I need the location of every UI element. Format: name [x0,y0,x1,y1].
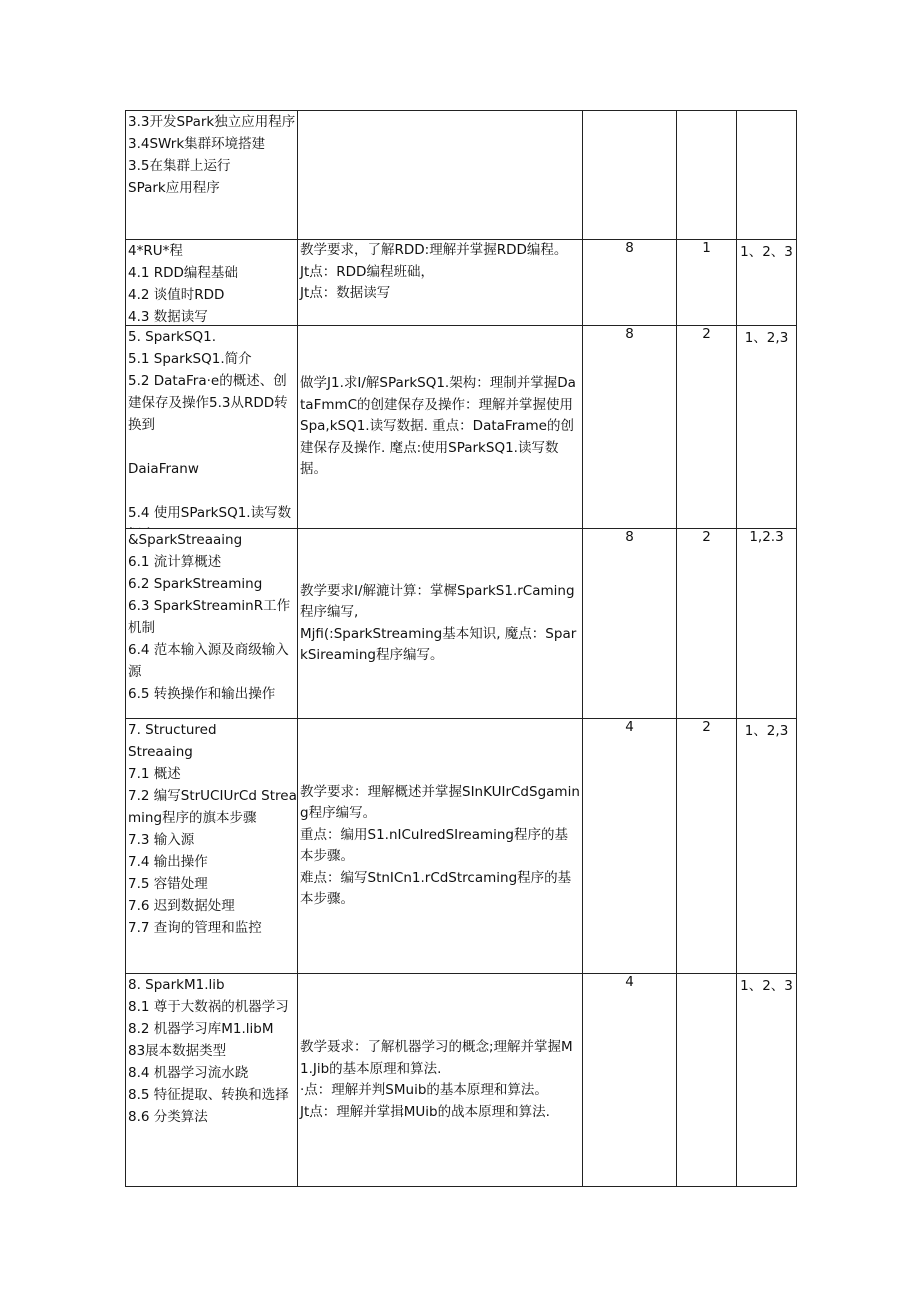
objectives-cell: 1、2,3 [737,326,797,529]
description-cell [298,240,583,326]
topic-line: 7. Structured [128,722,217,738]
spacer [128,436,297,458]
topic-line: 7.6 迟到数据处理 [128,898,235,914]
topic-line: 3.5在集群上运行 [128,158,231,174]
description-cell [298,111,583,240]
topic-line: &SparkStreaaing [128,532,243,548]
topic-line: 5. SparkSQ1. [128,329,217,345]
spacer [128,480,297,502]
count-cell: 2 [677,529,737,719]
table-row [126,974,797,1187]
objectives-cell [737,111,797,240]
topic-line: 8.2 机器学习库M1.libM [128,1021,274,1037]
topic-line: 7.1 概述 [128,766,181,782]
hours-cell: 8 [583,240,677,326]
hours-cell: 4 [583,719,677,974]
description-cell [298,326,583,529]
topic-line: 83展本数据类型 [128,1043,227,1059]
topic-line: 3.4SWrk集群环境搭建 [128,136,266,152]
desc-line: Mjfi(:SparkStreaming基本知识, 魔点：SparkSireaming程序编写。 [300,625,577,663]
desc-line: Jt点：理解并掌揖MUib的战本原理和算法. [300,1103,550,1120]
table-row [126,529,797,719]
hours-cell: 8 [583,529,677,719]
table-row [126,240,797,326]
desc-line: 教学要求：理解概述并掌握SInKUIrCdSgaming程序编写。 [300,783,580,821]
topic-line: 6.2 SparkStreaming [128,576,263,592]
description-cell [298,529,583,719]
desc-line: 教学聂求：了解机器学习的概念;理解并掌握M1.Jib的基本原理和算法. [300,1039,573,1077]
table-row [126,719,797,974]
topic-line: 5.4 使用SParkSQ1.读写数 [128,505,292,521]
topic-line: 8.6 分类算法 [128,1109,208,1125]
topic-line: 8.5 特征提取、转换和选择 [128,1087,289,1103]
topic-line: Streaaing [128,744,193,760]
desc-line: 难点：编写StnICn1.rCdStrcaming程序的基本步骤。 [300,869,572,907]
topic-line: 7.5 容错处理 [128,876,208,892]
topic-cell [126,719,298,974]
topic-line: 7.2 编写StrUCIUrCd Streaming程序的旗本步骤 [128,788,297,826]
topic-line: 6.1 流计算概述 [128,554,222,570]
syllabus-table [125,110,797,1187]
topic-line: 7.4 输出操作 [128,854,208,870]
topic-line: 6.3 SparkStreaminR工作机制 [128,598,291,636]
description-cell [298,974,583,1187]
count-cell: 1 [677,240,737,326]
topic-line: 8.4 机器学习流水跷 [128,1065,249,1081]
topic-line: 4.2 谈值时RDD [128,287,225,303]
topic-line: 4.3 数据读写 [128,309,208,325]
topic-line: 6.4 范本输入源及商级输入源 [128,642,289,680]
topic-line: 7.7 查询的管理和监控 [128,920,262,936]
count-cell [677,111,737,240]
desc-line: 教学要求，了解RDD:理解并掌握RDD编程。 [300,242,568,258]
desc-line: 做学J1.求I/解SParkSQ1.架构：理制并掌握DataFmmC的创建保存及操作：理解并掌握使用Spa,kSQ1.读写数据. 重点：DataFrame的创建保存及操作. 麾点:使用SParkSQ1.读写数据。 [300,375,576,478]
desc-line: ·点：理解并判SMuib的基本原理和算法。 [300,1082,548,1098]
topic-cell [126,326,298,529]
topic-line: SPark应用程序 [128,180,220,196]
desc-line: Jt点：数据读写 [300,285,391,301]
topic-line: 3.3开发SPark独立应用程序 [128,114,296,130]
hours-cell: 4 [583,974,677,1187]
topic-cell [126,240,298,326]
topic-line: 8.1 尊于大数祸的机器学习 [128,999,289,1015]
objectives-cell: 1、2,3 [737,719,797,974]
topic-line: 6.5 转换操作和输出操作 [128,686,276,702]
hours-cell: 8 [583,326,677,529]
topic-line: 8. SparkM1.lib [128,977,225,993]
topic-line: 5.1 SparkSQ1.简介 [128,351,252,367]
desc-line: 教学要求I/解漉计算：掌樨SparkS1.rCaming程序编写, [300,582,575,620]
topic-line: 7.3 输入源 [128,832,195,848]
objectives-cell: 1,2.3 [737,529,797,719]
topic-line: 4*RU*程 [128,243,183,259]
topic-line: 5.2 DataFra·e的概述、创建保存及操作5.3从RDD转换到 [128,373,288,433]
topic-cell [126,529,298,719]
topic-cell [126,974,298,1187]
count-cell: 2 [677,719,737,974]
topic-line: 4.1 RDD编程基础 [128,265,238,281]
objectives-cell: 1、2、3 [737,974,797,1187]
count-cell: 2 [677,326,737,529]
table-row [126,111,797,240]
description-cell [298,719,583,974]
table-row [126,326,797,529]
topic-cell [126,111,298,240]
desc-line: Jt点：RDD编程班础， [300,263,434,280]
desc-line: 重点：编用S1.nICuIredSIreaming程序的基本步骤。 [300,826,568,864]
topic-line: DaiaFranw [128,461,199,477]
count-cell [677,974,737,1187]
hours-cell [583,111,677,240]
objectives-cell: 1、2、3 [737,240,797,326]
